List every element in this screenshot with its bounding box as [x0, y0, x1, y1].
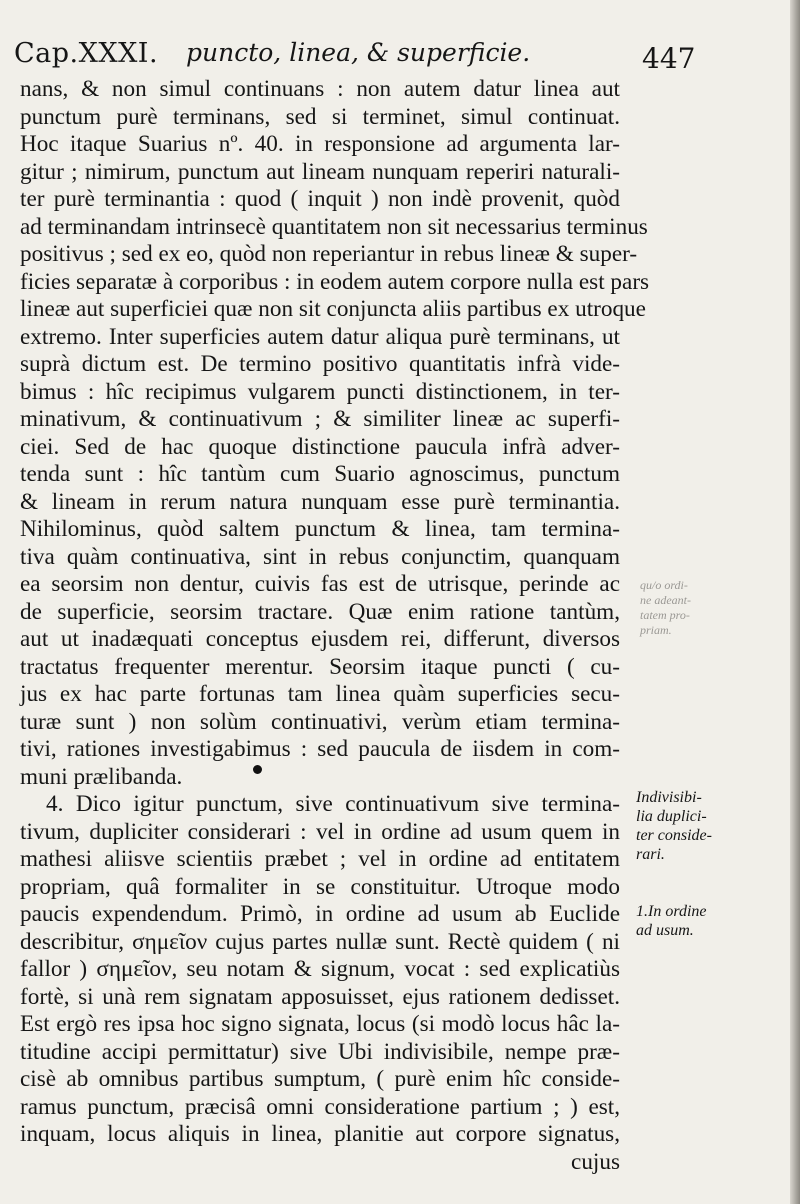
running-title: puncto, linea, & superficie. [186, 38, 531, 67]
bleed-line: priam. [640, 623, 672, 637]
margin-note-in-ordine [636, 902, 786, 940]
bleed-line: tatem pro- [640, 608, 690, 622]
body-line: tivi, rationes investigabimus : sed paucula de iisdem in com- [20, 736, 620, 762]
bleed-line: qu/o ordi- [640, 578, 688, 592]
body-line: fortè, si unà rem signatam apposuisset, ejus rationem dedisset. [20, 983, 620, 1010]
margin-note-indivisibilia [636, 788, 786, 864]
body-line: Est ergò res ipsa hoc signo signata, locus (si modò locus hâc la- [20, 1011, 620, 1037]
body-line: lineæ aut superficiei quæ non sit conjuncta aliis partibus ex utroque [20, 296, 646, 322]
body-line: tiva quàm continuativa, sint in rebus conjunctim, quanquam [20, 543, 620, 570]
body-line: ciei. Sed de hac quoque distinctione paucula infrà adver- [20, 433, 620, 460]
body-line: cujus [571, 1148, 620, 1175]
margin-note-line: ter conside- [636, 827, 712, 844]
body-line: gitur ; nimirum, punctum aut lineam nunquam reperiri naturali- [20, 158, 620, 185]
body-line: positivus ; sed ex eo, quòd non reperiantur in rebus lineæ & super- [20, 241, 638, 267]
body-line: Nihilominus, quòd saltem punctum & linea, tam termina- [20, 516, 620, 542]
page-number: 447 [642, 42, 696, 75]
body-line: mathesi aliisve scientiis præbet ; vel in ordine ad entitatem [20, 846, 620, 872]
ink-dot [253, 765, 262, 774]
margin-note-line: rari. [636, 846, 665, 863]
body-line: minativum, & continuativum ; & similiter lineæ ac superfi- [20, 406, 620, 432]
body-line: nans, & non simul continuans : non autem datur linea aut [20, 76, 620, 102]
body-line: jus ex hac parte fortunas tam linea quàm superficies secu- [20, 681, 620, 707]
body-line: titudine accipi permittatur) sive Ubi indivisibile, nempe præ- [20, 1038, 620, 1065]
running-header [14, 36, 704, 80]
margin-note-line: lia duplici- [636, 808, 707, 825]
body-text [20, 76, 650, 1176]
margin-note-line: 1.In ordine [636, 903, 707, 920]
body-line: ramus punctum, præcisâ omni consideratione partium ; ) est, [20, 1093, 620, 1120]
bleed-through-text [640, 578, 720, 638]
body-line: describitur, σημεῖον cujus partes nullæ sunt. Rectè quidem ( ni [20, 928, 620, 955]
body-line: ficies separatæ à corporibus : in eodem autem corpore nulla est pars [20, 268, 650, 295]
body-line: tractatus frequenter merentur. Seorsim itaque puncti ( cu- [20, 653, 620, 680]
body-line: tivum, dupliciter considerari : vel in ordine ad usum quem in [20, 818, 620, 845]
body-line: punctum purè terminans, sed si terminet, simul continuat. [20, 103, 620, 130]
body-line: tenda sunt : hîc tantùm cum Suario agnoscimus, punctum [20, 461, 620, 487]
body-line: de superficie, seorsim tractare. Quæ enim ratione tantùm, [20, 598, 620, 625]
body-line: ad terminandam intrinsecè quantitatem non sit necessarius terminus [20, 213, 648, 240]
body-line: extremo. Inter superficies autem datur aliqua purè terminans, ut [20, 323, 620, 350]
body-line: aut ut inadæquati conceptus ejusdem rei, differunt, diversos [20, 626, 620, 652]
body-line: suprà dictum est. De termino positivo quantitatis infrà vide- [20, 351, 620, 377]
margin-note-line: ad usum. [636, 922, 694, 939]
body-line: propriam, quâ formaliter in se constituitur. Utroque modo [20, 873, 620, 900]
body-line: Hoc itaque Suarius nº. 40. in responsione ad argumenta lar- [20, 131, 620, 157]
body-line: 4. Dico igitur punctum, sive continuativum sive termina- [46, 791, 620, 817]
body-line: fallor ) σημεῖον, seu notam & signum, vocat : sed explicatiùs [20, 956, 620, 982]
page-edge-shadow [790, 0, 800, 1204]
body-line: turæ sunt ) non solùm continuativi, verùm etiam termina- [20, 708, 620, 735]
body-line: & lineam in rerum natura nunquam esse purè terminantia. [20, 488, 620, 515]
body-line: ter purè terminantia : quod ( inquit ) non indè provenit, quòd [20, 186, 620, 212]
body-line: paucis expendendum. Primò, in ordine ad usum ab Euclide [20, 901, 620, 927]
body-line: cisè ab omnibus partibus sumptum, ( purè enim hîc conside- [20, 1066, 620, 1092]
body-line: inquam, locus aliquis in linea, planitie aut corpore signatus, [20, 1121, 620, 1147]
margin-note-line: Indivisibi- [636, 789, 702, 806]
body-line: bimus : hîc recipimus vulgarem puncti distinctionem, in ter- [20, 378, 620, 405]
chapter-label: Cap.XXXI. [14, 38, 159, 69]
body-line: ea seorsim non dentur, cuivis fas est de utrisque, perinde ac [20, 571, 620, 597]
bleed-line: ne adeant- [640, 593, 691, 607]
body-line: muni prælibanda. [20, 763, 183, 790]
